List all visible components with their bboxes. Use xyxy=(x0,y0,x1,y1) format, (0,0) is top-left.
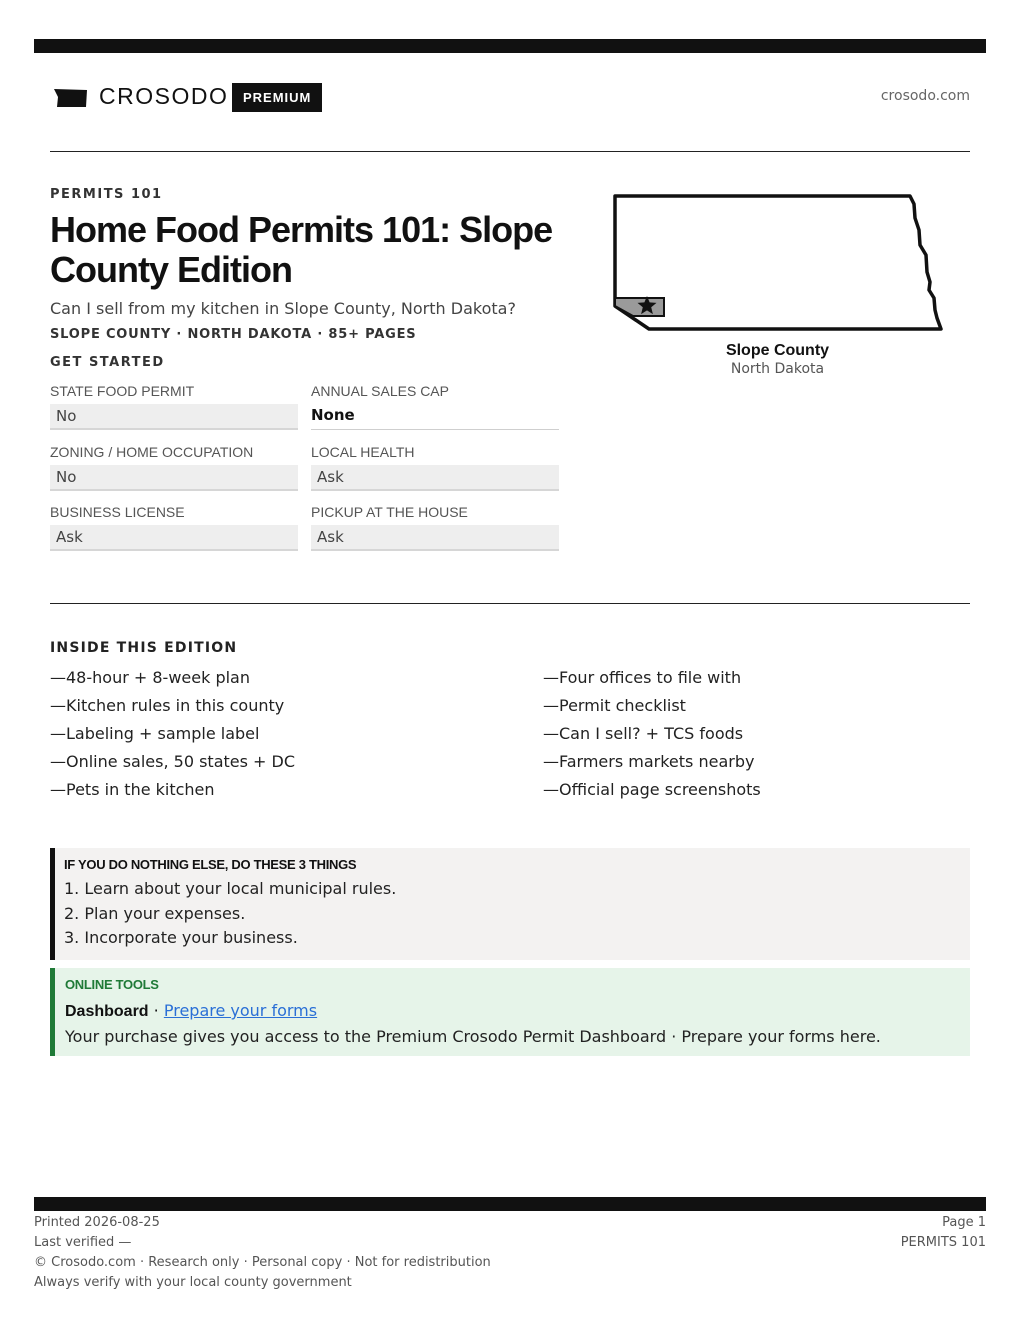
separator: · xyxy=(148,1001,164,1020)
state-name: North Dakota xyxy=(730,361,825,377)
top-rule-bar xyxy=(34,39,986,53)
section-divider xyxy=(50,603,970,604)
field-label: ANNUAL SALES CAP xyxy=(311,383,449,399)
field-value: Ask xyxy=(311,525,559,551)
field-value: Ask xyxy=(311,465,559,491)
zoning-field xyxy=(50,443,298,491)
premium-badge: PREMIUM xyxy=(232,83,322,112)
map-caption xyxy=(610,342,945,377)
field-value: Ask xyxy=(50,525,298,551)
county-name: Slope County xyxy=(725,342,830,359)
list-item: —Labeling + sample label xyxy=(50,724,260,743)
callout-title: IF YOU DO NOTHING ELSE, DO THESE 3 THINGS xyxy=(64,857,357,872)
section-eyebrow: PERMITS 101 xyxy=(50,187,163,202)
list-item: —Permit checklist xyxy=(543,696,686,715)
list-item: —Official page screenshots xyxy=(543,780,761,799)
inside-list-left xyxy=(50,664,470,804)
list-item: —Pets in the kitchen xyxy=(50,780,215,799)
annual-sales-cap-field xyxy=(311,382,559,430)
list-item: —Online sales, 50 states + DC xyxy=(50,752,296,771)
brand-name: CROSODO xyxy=(99,83,229,109)
footer-right xyxy=(901,1213,986,1253)
page-title: Home Food Permits 101: Slope County Edition xyxy=(50,209,553,290)
field-label: LOCAL HEALTH xyxy=(311,444,415,460)
list-item: 2. Plan your expenses. xyxy=(64,903,246,923)
tools-title: ONLINE TOOLS xyxy=(65,977,159,992)
bottom-rule-bar xyxy=(34,1197,986,1211)
field-value: No xyxy=(50,465,298,491)
tools-description: Your purchase gives you access to the Premium Crosodo Permit Dashboard · Prepare your forms here. xyxy=(65,1027,881,1046)
inside-list-right xyxy=(543,664,963,804)
state-map xyxy=(610,190,946,335)
site-url[interactable]: crosodo.com xyxy=(880,88,970,104)
business-license-field xyxy=(50,503,298,551)
prepare-forms-link[interactable]: Prepare your forms xyxy=(163,1001,318,1020)
edition-meta: SLOPE COUNTY · NORTH DAKOTA · 85+ PAGES xyxy=(50,327,417,342)
list-item: —Farmers markets nearby xyxy=(543,752,755,771)
list-item: 3. Incorporate your business. xyxy=(64,928,298,947)
footer-section: PERMITS 101 xyxy=(900,1235,986,1250)
last-verified: Last verified — xyxy=(34,1235,132,1250)
printed-date: Printed 2026-08-25 xyxy=(34,1215,160,1230)
local-health-field xyxy=(311,443,559,491)
list-item: —Four offices to file with xyxy=(543,668,742,687)
state-food-permit-field xyxy=(50,382,298,430)
get-started-heading: GET STARTED xyxy=(50,355,165,370)
tools-line xyxy=(65,999,970,1025)
page-subtitle: Can I sell from my kitchen in Slope County, North Dakota? xyxy=(50,299,516,318)
field-label: STATE FOOD PERMIT xyxy=(50,383,195,399)
list-item: —Kitchen rules in this county xyxy=(50,696,285,715)
list-item: 1. Learn about your local municipal rules. xyxy=(64,879,397,898)
field-label: PICKUP AT THE HOUSE xyxy=(311,504,468,520)
field-label: BUSINESS LICENSE xyxy=(50,504,185,520)
field-value: None xyxy=(311,404,559,430)
three-things-callout xyxy=(50,848,970,960)
list-item: —Can I sell? + TCS foods xyxy=(543,724,744,743)
page-header xyxy=(50,80,970,114)
page-number: Page 1 xyxy=(942,1215,986,1230)
callout-list xyxy=(64,877,970,951)
copyright: © Crosodo.com · Research only · Personal copy · Not for redistribution xyxy=(34,1255,491,1270)
dashboard-label: Dashboard xyxy=(65,1003,149,1020)
header-divider xyxy=(50,151,970,152)
verify-note: Always verify with your local county government xyxy=(34,1275,352,1290)
county-shape xyxy=(615,298,664,316)
logo-icon xyxy=(54,88,88,108)
field-label: ZONING / HOME OCCUPATION xyxy=(50,444,254,460)
pickup-field xyxy=(311,503,559,551)
field-value: No xyxy=(50,404,298,430)
online-tools-callout xyxy=(50,968,970,1056)
footer-left xyxy=(34,1213,491,1293)
list-item: —48-hour + 8-week plan xyxy=(50,668,250,687)
inside-edition-heading: INSIDE THIS EDITION xyxy=(50,640,238,656)
